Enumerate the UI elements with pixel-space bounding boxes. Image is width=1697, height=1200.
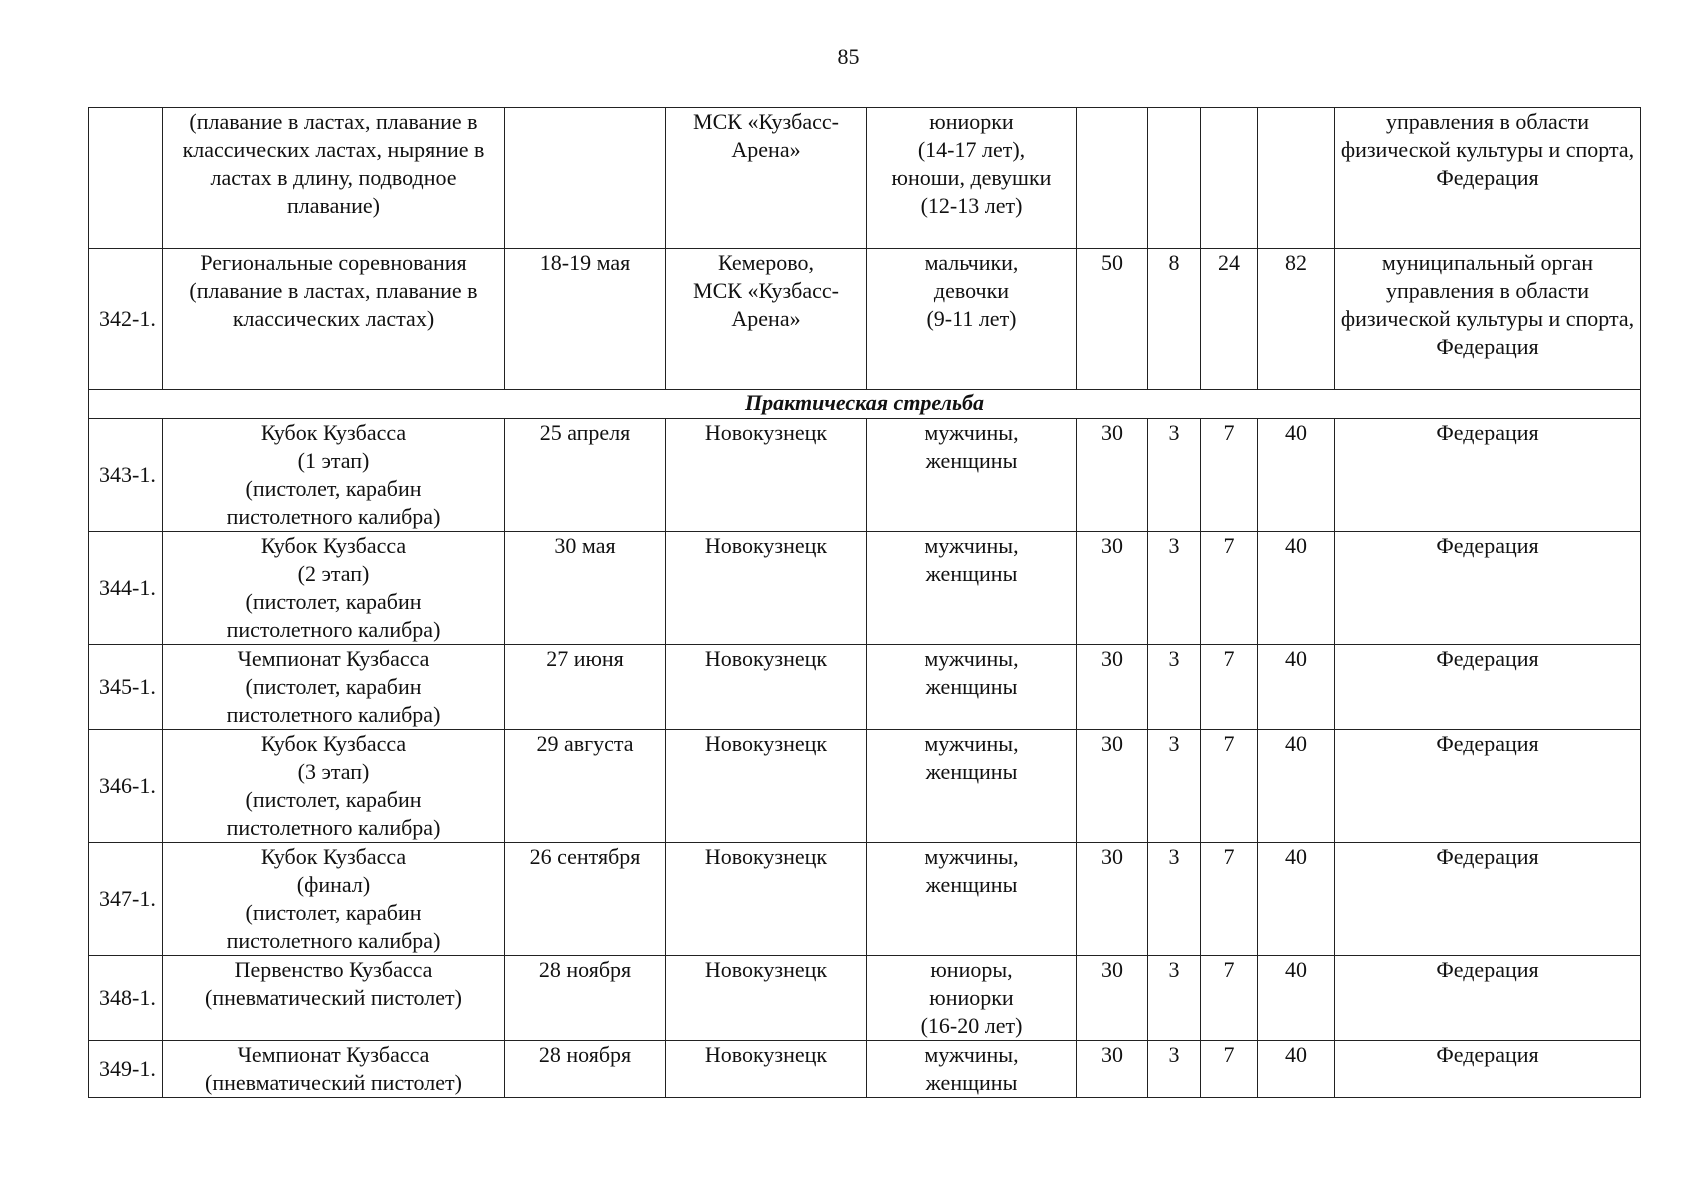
cell-event-name: Кубок Кузбасса (2 этап) (пистолет, карабин пистолетного калибра) xyxy=(163,532,505,645)
cell-athletes: 30 xyxy=(1077,843,1148,956)
cell-place: Новокузнецк xyxy=(666,956,867,1041)
cell-place: Новокузнецк xyxy=(666,1041,867,1098)
cell-judges: 7 xyxy=(1201,730,1258,843)
cell-total: 40 xyxy=(1258,1041,1335,1098)
cell-event-name: Кубок Кузбасса (финал) (пистолет, карабин пистолетного калибра) xyxy=(163,843,505,956)
cell-coaches: 3 xyxy=(1148,532,1201,645)
cell-participants: мужчины, женщины xyxy=(867,843,1077,956)
cell-organizer: Федерация xyxy=(1335,1041,1641,1098)
cell-total: 40 xyxy=(1258,645,1335,730)
table-row xyxy=(89,730,1641,843)
cell-place: МСК «Кузбасс-Арена» xyxy=(666,108,867,249)
cell-date: 26 сентября xyxy=(505,843,666,956)
cell-number xyxy=(89,108,163,249)
cell-organizer: управления в области физической культуры и спорта, Федерация xyxy=(1335,108,1641,249)
cell-event-name: Первенство Кузбасса (пневматический пистолет) xyxy=(163,956,505,1041)
cell-judges: 7 xyxy=(1201,645,1258,730)
cell-judges: 7 xyxy=(1201,532,1258,645)
events-table xyxy=(88,107,1641,1098)
cell-number: 348-1. xyxy=(89,956,163,1041)
cell-judges xyxy=(1201,108,1258,249)
cell-date: 29 августа xyxy=(505,730,666,843)
cell-total: 40 xyxy=(1258,956,1335,1041)
cell-organizer: Федерация xyxy=(1335,843,1641,956)
cell-number: 345-1. xyxy=(89,645,163,730)
cell-organizer: Федерация xyxy=(1335,532,1641,645)
cell-number: 346-1. xyxy=(89,730,163,843)
cell-athletes: 30 xyxy=(1077,419,1148,532)
cell-judges: 7 xyxy=(1201,956,1258,1041)
cell-event-name: Региональные соревнования (плавание в ластах, плавание в классических ластах) xyxy=(163,249,505,390)
cell-athletes: 30 xyxy=(1077,956,1148,1041)
cell-organizer: Федерация xyxy=(1335,956,1641,1041)
table-row xyxy=(89,1041,1641,1098)
cell-place: Новокузнецк xyxy=(666,419,867,532)
cell-date: 28 ноября xyxy=(505,1041,666,1098)
cell-coaches: 3 xyxy=(1148,645,1201,730)
cell-total: 82 xyxy=(1258,249,1335,390)
cell-event-name: (плавание в ластах, плавание в классических ластах, ныряние в ластах в длину, подводное плавание) xyxy=(163,108,505,249)
cell-participants: юниоры, юниорки (16-20 лет) xyxy=(867,956,1077,1041)
cell-participants: мужчины, женщины xyxy=(867,419,1077,532)
cell-place: Новокузнецк xyxy=(666,645,867,730)
cell-date: 30 мая xyxy=(505,532,666,645)
cell-coaches: 3 xyxy=(1148,843,1201,956)
table-row xyxy=(89,249,1641,390)
cell-total: 40 xyxy=(1258,532,1335,645)
cell-coaches xyxy=(1148,108,1201,249)
cell-participants: мужчины, женщины xyxy=(867,532,1077,645)
cell-coaches: 3 xyxy=(1148,730,1201,843)
cell-athletes: 50 xyxy=(1077,249,1148,390)
cell-number: 342-1. xyxy=(89,249,163,390)
cell-date: 25 апреля xyxy=(505,419,666,532)
cell-coaches: 3 xyxy=(1148,1041,1201,1098)
cell-organizer: Федерация xyxy=(1335,730,1641,843)
cell-place: Кемерово, МСК «Кузбасс-Арена» xyxy=(666,249,867,390)
cell-athletes: 30 xyxy=(1077,730,1148,843)
cell-event-name: Кубок Кузбасса (1 этап) (пистолет, карабин пистолетного калибра) xyxy=(163,419,505,532)
cell-organizer: Федерация xyxy=(1335,645,1641,730)
cell-number: 347-1. xyxy=(89,843,163,956)
cell-total: 40 xyxy=(1258,730,1335,843)
cell-participants: юниорки (14-17 лет), юноши, девушки (12-13 лет) xyxy=(867,108,1077,249)
cell-total: 40 xyxy=(1258,419,1335,532)
cell-organizer: муниципальный орган управления в области физической культуры и спорта, Федерация xyxy=(1335,249,1641,390)
cell-number: 343-1. xyxy=(89,419,163,532)
cell-event-name: Чемпионат Кузбасса (пистолет, карабин пистолетного калибра) xyxy=(163,645,505,730)
cell-organizer: Федерация xyxy=(1335,419,1641,532)
table-row xyxy=(89,843,1641,956)
cell-coaches: 3 xyxy=(1148,956,1201,1041)
cell-date: 28 ноября xyxy=(505,956,666,1041)
cell-number: 344-1. xyxy=(89,532,163,645)
table-row xyxy=(89,956,1641,1041)
cell-date: 18-19 мая xyxy=(505,249,666,390)
table-body xyxy=(89,108,1641,1098)
cell-date xyxy=(505,108,666,249)
cell-athletes: 30 xyxy=(1077,1041,1148,1098)
cell-athletes: 30 xyxy=(1077,645,1148,730)
cell-participants: мужчины, женщины xyxy=(867,645,1077,730)
cell-place: Новокузнецк xyxy=(666,532,867,645)
cell-place: Новокузнецк xyxy=(666,843,867,956)
table-row xyxy=(89,419,1641,532)
cell-judges: 24 xyxy=(1201,249,1258,390)
cell-place: Новокузнецк xyxy=(666,730,867,843)
cell-number: 349-1. xyxy=(89,1041,163,1098)
table-row-continuation xyxy=(89,108,1641,249)
cell-judges: 7 xyxy=(1201,843,1258,956)
cell-event-name: Чемпионат Кузбасса (пневматический пистолет) xyxy=(163,1041,505,1098)
table-row xyxy=(89,645,1641,730)
cell-coaches: 3 xyxy=(1148,419,1201,532)
page-number: 85 xyxy=(837,44,860,69)
cell-event-name: Кубок Кузбасса (3 этап) (пистолет, карабин пистолетного калибра) xyxy=(163,730,505,843)
cell-coaches: 8 xyxy=(1148,249,1201,390)
section-title: Практическая стрельба xyxy=(89,390,1641,419)
cell-athletes xyxy=(1077,108,1148,249)
cell-participants: мужчины, женщины xyxy=(867,1041,1077,1098)
section-row xyxy=(89,390,1641,419)
cell-participants: мужчины, женщины xyxy=(867,730,1077,843)
cell-participants: мальчики, девочки (9-11 лет) xyxy=(867,249,1077,390)
cell-total xyxy=(1258,108,1335,249)
cell-judges: 7 xyxy=(1201,1041,1258,1098)
cell-date: 27 июня xyxy=(505,645,666,730)
cell-athletes: 30 xyxy=(1077,532,1148,645)
cell-total: 40 xyxy=(1258,843,1335,956)
table-row xyxy=(89,532,1641,645)
cell-judges: 7 xyxy=(1201,419,1258,532)
